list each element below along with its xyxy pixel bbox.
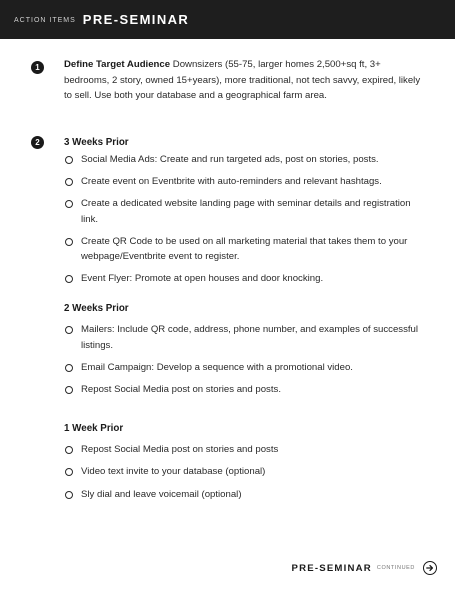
checkbox-circle-icon[interactable] <box>65 446 73 454</box>
checklist-item-text: Mailers: Include QR code, address, phone number, and examples of successful listings. <box>81 324 419 351</box>
checklist-item-text: Sly dial and leave voicemail (optional) <box>81 488 242 500</box>
arrow-right-circle-icon[interactable] <box>423 561 437 575</box>
checklist <box>64 322 424 397</box>
checklist-item <box>64 196 424 226</box>
checklist-item <box>64 234 424 264</box>
footer-title: PRE-SEMINAR <box>291 562 372 574</box>
step-2-badge: 2 <box>31 136 44 149</box>
checklist-item-text: Event Flyer: Promote at open houses and door knocking. <box>81 273 324 285</box>
page-footer <box>292 561 437 575</box>
step-1-heading: Define Target Audience <box>64 59 171 70</box>
step-1-badge: 1 <box>31 61 44 74</box>
group-2-weeks <box>64 302 424 397</box>
checklist-item-text: Email Campaign: Develop a sequence with a promotional video. <box>81 361 353 373</box>
footer-continued-label: CONTINUED <box>376 565 415 571</box>
checkbox-circle-icon[interactable] <box>65 364 73 372</box>
page-header <box>0 0 455 39</box>
checklist-item-text: Social Media Ads: Create and run targeted ads, post on stories, posts. <box>81 154 379 165</box>
checklist-item-text: Repost Social Media post on stories and posts <box>81 444 279 456</box>
group-3-weeks <box>64 136 424 286</box>
header-kicker: ACTION ITEMS <box>14 16 76 24</box>
checklist-item <box>64 442 424 457</box>
checklist-item-text: Repost Social Media post on stories and posts. <box>81 384 281 396</box>
checklist-item-text: Create event on Eventbrite with auto-reminders and relevant hashtags. <box>81 176 382 188</box>
checklist-item <box>64 487 424 502</box>
checklist-item-text: Video text invite to your database (optional) <box>81 466 266 478</box>
checklist-item <box>64 360 424 375</box>
checklist-item <box>64 322 424 352</box>
checklist-item <box>64 152 424 167</box>
checkbox-circle-icon[interactable] <box>65 386 73 394</box>
checkbox-circle-icon[interactable] <box>65 156 73 164</box>
step-2-body <box>64 136 424 502</box>
checklist-item <box>64 382 424 397</box>
checklist-item <box>64 174 424 189</box>
checklist-item <box>64 464 424 479</box>
checkbox-circle-icon[interactable] <box>65 326 73 334</box>
checklist-item-text: Create QR Code to be used on all marketing material that takes them to your webpage/Eventbrite event to register. <box>81 235 408 263</box>
checkbox-circle-icon[interactable] <box>65 275 73 283</box>
step-1-text: Downsizers (55-75, larger homes 2,500+sq ft, 3+ bedrooms, 2 story, owned 15+years), more traditional, not tech savvy, expired, likely to sell. Use both your database and a geographical farm area. <box>64 59 421 102</box>
checkbox-circle-icon[interactable] <box>65 238 73 246</box>
checkbox-circle-icon[interactable] <box>65 200 73 208</box>
checkbox-circle-icon[interactable] <box>65 491 73 499</box>
step-1-body <box>64 57 424 104</box>
checklist <box>64 442 424 502</box>
group-title: 1 Week Prior <box>64 423 124 435</box>
checkbox-circle-icon[interactable] <box>65 178 73 186</box>
arrow-right-glyph <box>426 564 434 572</box>
checklist-item <box>64 271 424 286</box>
group-title: 3 Weeks Prior <box>64 137 129 148</box>
header-title: PRE-SEMINAR <box>82 12 190 27</box>
step-1-paragraph <box>64 57 424 104</box>
checklist <box>64 152 424 286</box>
checkbox-circle-icon[interactable] <box>65 468 73 476</box>
checklist-item-text: Create a dedicated website landing page with seminar details and registration link. <box>81 198 411 225</box>
group-title: 2 Weeks Prior <box>64 303 129 315</box>
group-1-week <box>64 422 424 502</box>
